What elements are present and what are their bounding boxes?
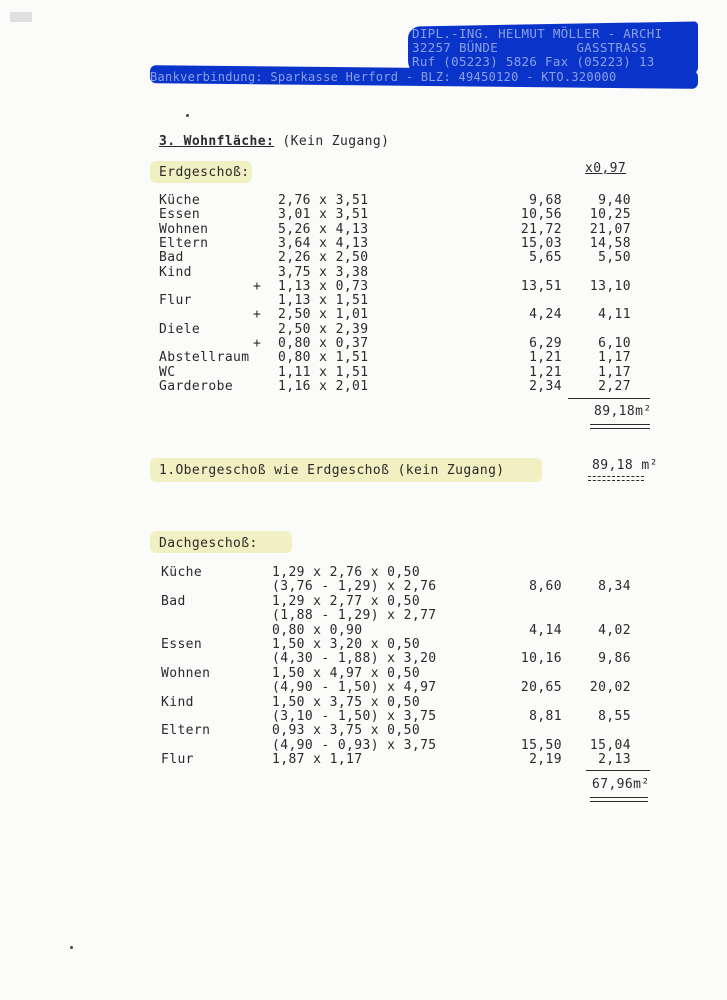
cell-adj: 2,13 bbox=[598, 752, 631, 768]
cell-calc: 1,50 x 3,20 x 0,50 bbox=[272, 637, 421, 652]
eg-total: 89,18m² bbox=[594, 404, 652, 419]
cell-area: 6,29 bbox=[529, 336, 562, 351]
cell-area: 15,03 bbox=[520, 235, 562, 251]
cell-calc: 2,50 x 1,01 bbox=[278, 307, 369, 323]
cell-calc: 3,64 x 4,13 bbox=[278, 235, 369, 251]
section-title bbox=[159, 134, 389, 149]
cell-calc: 0,80 x 0,37 bbox=[278, 336, 369, 351]
cell-label: Flur bbox=[159, 293, 192, 309]
cell-calc: 2,76 x 3,51 bbox=[278, 193, 369, 208]
cell-area: 9,68 bbox=[529, 193, 562, 208]
cell-label: Bad bbox=[161, 593, 186, 609]
cell-adj: 1,17 bbox=[598, 364, 631, 380]
cell-label: Diele bbox=[159, 321, 201, 337]
cell-calc: (3,76 - 1,29) x 2,76 bbox=[272, 579, 437, 595]
cell-calc: 0,93 x 3,75 x 0,50 bbox=[272, 723, 421, 739]
cell-adj: 8,55 bbox=[598, 709, 631, 724]
cell-area: 8,81 bbox=[529, 709, 562, 724]
cell-adj: 2,27 bbox=[598, 378, 631, 394]
paper-speck bbox=[70, 946, 73, 949]
og-text: 1.Obergeschoß wie Erdgeschoß (kein Zugang) bbox=[159, 463, 505, 478]
cell-adj: 9,86 bbox=[598, 651, 631, 667]
cell-calc: (1,88 - 1,29) x 2,77 bbox=[272, 608, 437, 624]
section-title-bold: 3. Wohnfläche: bbox=[159, 134, 275, 149]
paper-speck bbox=[186, 114, 189, 117]
cell-calc: 1,11 x 1,51 bbox=[278, 364, 369, 380]
cell-area: 4,24 bbox=[529, 307, 562, 323]
cell-calc: (3,10 - 1,50) x 3,75 bbox=[272, 709, 437, 724]
cell-calc: 0,80 x 1,51 bbox=[278, 350, 369, 366]
cell-calc: 2,50 x 2,39 bbox=[278, 321, 369, 337]
dg-total: 67,96m² bbox=[592, 777, 650, 792]
letterhead bbox=[150, 20, 695, 88]
cell-label: Garderobe bbox=[159, 378, 234, 394]
cell-area: 2,19 bbox=[529, 752, 562, 768]
cell-adj: 5,50 bbox=[598, 250, 631, 266]
cell-calc: 1,50 x 3,75 x 0,50 bbox=[272, 694, 421, 710]
cell-adj: 21,07 bbox=[589, 221, 631, 237]
cell-label: Bad bbox=[159, 250, 184, 266]
cell-adj: 13,10 bbox=[589, 278, 631, 294]
cell-label: + bbox=[253, 307, 262, 323]
cell-area: 21,72 bbox=[520, 221, 562, 237]
dg-double-underline bbox=[590, 797, 648, 802]
cell-adj: 20,02 bbox=[589, 680, 631, 696]
cell-calc: 1,16 x 2,01 bbox=[278, 378, 369, 394]
architect-name: DIPL.-ING. HELMUT MÖLLER - ARCHI bbox=[412, 26, 663, 41]
eg-factor-heading: x0,97 bbox=[585, 161, 627, 176]
cell-calc: 1,29 x 2,77 x 0,50 bbox=[272, 593, 421, 609]
cell-label: Eltern bbox=[159, 235, 209, 251]
cell-adj: 9,40 bbox=[598, 193, 631, 208]
cell-area: 4,14 bbox=[529, 622, 562, 638]
cell-calc: 1,50 x 4,97 x 0,50 bbox=[272, 665, 421, 681]
cell-area: 1,21 bbox=[529, 350, 562, 366]
cell-adj: 8,34 bbox=[598, 579, 631, 595]
section-title-note: (Kein Zugang) bbox=[274, 134, 390, 149]
eg-heading: Erdgeschoß: bbox=[159, 165, 250, 180]
bank-details: Bankverbindung: Sparkasse Herford - BLZ: 49450120 - KTO.320000 bbox=[150, 70, 617, 84]
cell-label: Kind bbox=[159, 264, 192, 280]
cell-area: 10,56 bbox=[520, 207, 562, 223]
cell-label: Essen bbox=[159, 207, 201, 223]
cell-label: Abstellraum bbox=[159, 350, 250, 366]
cell-calc: 0,80 x 0,90 bbox=[272, 622, 363, 638]
og-total: 89,18 m² bbox=[592, 458, 658, 473]
cell-label: Wohnen bbox=[159, 221, 209, 237]
cell-adj: 4,02 bbox=[598, 622, 631, 638]
cell-label: + bbox=[253, 336, 262, 351]
dg-heading: Dachgeschoß: bbox=[159, 536, 258, 551]
cell-label: Wohnen bbox=[161, 665, 211, 681]
cell-label: Essen bbox=[161, 637, 203, 652]
dg-sum-line bbox=[586, 770, 650, 771]
cell-area: 2,34 bbox=[529, 378, 562, 394]
cell-area: 5,65 bbox=[529, 250, 562, 266]
architect-address: 32257 BÜNDE GASSTRASS bbox=[412, 40, 647, 55]
cell-calc: 1,13 x 1,51 bbox=[278, 293, 369, 309]
cell-calc: 1,87 x 1,17 bbox=[272, 752, 363, 768]
cell-area: 10,16 bbox=[520, 651, 562, 667]
cell-area: 15,50 bbox=[520, 737, 562, 753]
architect-phone: Ruf (05223) 5826 Fax (05223) 13 bbox=[412, 54, 655, 69]
cell-calc: 2,26 x 2,50 bbox=[278, 250, 369, 266]
cell-label: + bbox=[253, 278, 262, 294]
cell-adj: 14,58 bbox=[589, 235, 631, 251]
cell-area: 8,60 bbox=[529, 579, 562, 595]
paper-corner-mark bbox=[10, 12, 32, 22]
cell-calc: (4,90 - 1,50) x 4,97 bbox=[272, 680, 437, 696]
cell-label: Küche bbox=[159, 193, 201, 208]
cell-area: 20,65 bbox=[520, 680, 562, 696]
cell-area: 13,51 bbox=[520, 278, 562, 294]
cell-adj: 6,10 bbox=[598, 336, 631, 351]
cell-adj: 10,25 bbox=[589, 207, 631, 223]
cell-label: WC bbox=[159, 364, 176, 380]
eg-double-underline bbox=[590, 424, 650, 429]
cell-calc: (4,90 - 0,93) x 3,75 bbox=[272, 737, 437, 753]
cell-label: Flur bbox=[161, 752, 194, 768]
cell-calc: 1,29 x 2,76 x 0,50 bbox=[272, 565, 421, 580]
cell-label: Küche bbox=[161, 565, 203, 580]
cell-calc: (4,30 - 1,88) x 3,20 bbox=[272, 651, 437, 667]
cell-label: Kind bbox=[161, 694, 194, 710]
cell-calc: 3,01 x 3,51 bbox=[278, 207, 369, 223]
cell-calc: 5,26 x 4,13 bbox=[278, 221, 369, 237]
cell-area: 1,21 bbox=[529, 364, 562, 380]
cell-calc: 1,13 x 0,73 bbox=[278, 278, 369, 294]
cell-adj: 4,11 bbox=[598, 307, 631, 323]
eg-sum-line bbox=[568, 398, 650, 399]
cell-adj: 15,04 bbox=[589, 737, 631, 753]
cell-calc: 3,75 x 3,38 bbox=[278, 264, 369, 280]
cell-label: Eltern bbox=[161, 723, 211, 739]
cell-adj: 1,17 bbox=[598, 350, 631, 366]
og-double-underline bbox=[588, 476, 644, 481]
